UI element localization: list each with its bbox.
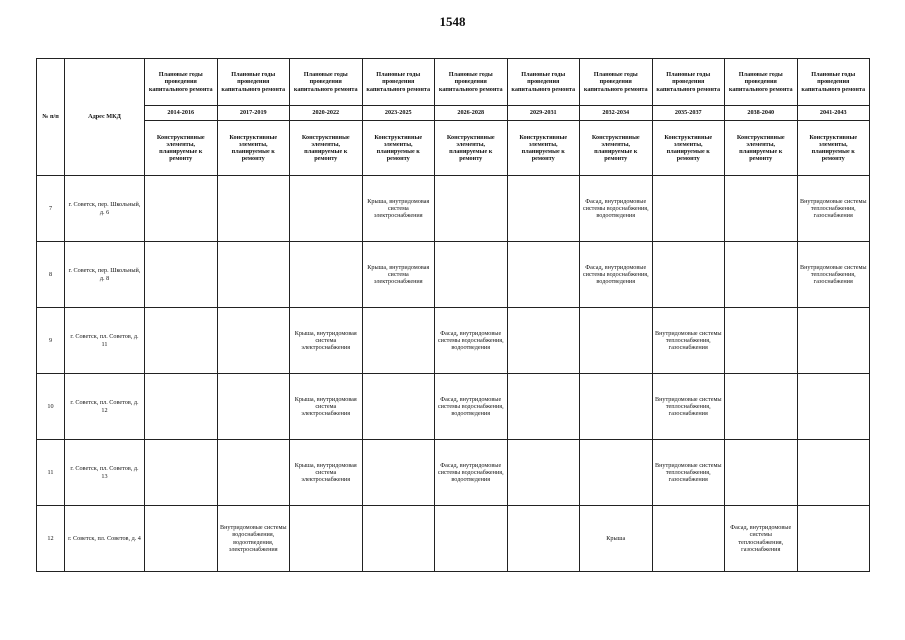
work-cell [145,374,218,440]
work-cell: Крыша, внутридомовая система электроснабжения [362,242,435,308]
work-cell [652,506,725,572]
table-row [37,242,870,308]
work-cell: Фасад, внутридомовые системы водоснабжения, водоотведения [435,308,508,374]
period-title-6: Плановые годы проведения капитального ремонта [507,59,580,106]
work-cell: Внутридомовые системы теплоснабжения, газоснабжения [652,440,725,506]
row-address: г. Советск, пл. Советов, д. 4 [65,506,145,572]
table-row [37,374,870,440]
period-years-5: 2026-2028 [435,106,508,121]
period-elements-7: Конструктивные элементы, планируемые к ремонту [580,121,653,176]
period-title-5: Плановые годы проведения капитального ремонта [435,59,508,106]
work-cell [725,242,798,308]
period-title-10: Плановые годы проведения капитального ремонта [797,59,870,106]
work-cell: Крыша [580,506,653,572]
period-elements-6: Конструктивные элементы, планируемые к ремонту [507,121,580,176]
work-cell [652,242,725,308]
work-cell [217,242,290,308]
period-elements-4: Конструктивные элементы, планируемые к ремонту [362,121,435,176]
work-cell [725,176,798,242]
work-cell [217,176,290,242]
period-title-9: Плановые годы проведения капитального ремонта [725,59,798,106]
row-address: г. Советск, пл. Советов, д. 13 [65,440,145,506]
row-number: 12 [37,506,65,572]
period-title-2: Плановые годы проведения капитального ремонта [217,59,290,106]
work-cell: Крыша, внутридомовая система электроснабжения [362,176,435,242]
header-address: Адрес МКД [65,59,145,176]
work-cell [652,176,725,242]
period-years-3: 2020-2022 [290,106,363,121]
row-address: г. Советск, пер. Школьный, д. 6 [65,176,145,242]
work-cell [725,374,798,440]
table-row [37,176,870,242]
period-title-8: Плановые годы проведения капитального ремонта [652,59,725,106]
work-cell [507,242,580,308]
period-elements-5: Конструктивные элементы, планируемые к ремонту [435,121,508,176]
period-years-1: 2014-2016 [145,106,218,121]
work-cell: Внутридомовые системы водоснабжения, водоотведения, электроснабжения [217,506,290,572]
work-cell [797,440,870,506]
work-cell [145,242,218,308]
work-cell [217,308,290,374]
header-row-years [37,106,870,121]
work-cell: Внутридомовые системы теплоснабжения, газоснабжения [652,308,725,374]
work-cell: Фасад, внутридомовые системы водоснабжения, водоотведения [580,242,653,308]
work-cell [290,176,363,242]
capital-repair-schedule-table [36,58,870,572]
work-cell [507,374,580,440]
row-number: 11 [37,440,65,506]
work-cell [507,308,580,374]
period-years-7: 2032-2034 [580,106,653,121]
work-cell [797,506,870,572]
work-cell [507,440,580,506]
period-years-9: 2038-2040 [725,106,798,121]
work-cell [145,440,218,506]
table-row [37,308,870,374]
work-cell [797,308,870,374]
work-cell [435,176,508,242]
work-cell [217,374,290,440]
work-cell [507,176,580,242]
work-cell: Внутридомовые системы теплоснабжения, газоснабжения [652,374,725,440]
work-cell [362,506,435,572]
work-cell [362,308,435,374]
period-elements-3: Конструктивные элементы, планируемые к ремонту [290,121,363,176]
row-number: 8 [37,242,65,308]
work-cell [362,440,435,506]
page-number: 1548 [439,14,466,29]
work-cell [217,440,290,506]
work-cell [435,506,508,572]
period-years-6: 2029-2031 [507,106,580,121]
period-elements-1: Конструктивные элементы, планируемые к ремонту [145,121,218,176]
work-cell [580,308,653,374]
work-cell: Крыша, внутридомовая система электроснабжения [290,308,363,374]
header-row-titles [37,59,870,106]
work-cell [145,308,218,374]
period-elements-2: Конструктивные элементы, планируемые к ремонту [217,121,290,176]
row-address: г. Советск, пл. Советов, д. 12 [65,374,145,440]
period-years-4: 2023-2025 [362,106,435,121]
row-number: 9 [37,308,65,374]
work-cell [580,440,653,506]
period-elements-9: Конструктивные элементы, планируемые к ремонту [725,121,798,176]
row-address: г. Советск, пл. Советов, д. 11 [65,308,145,374]
work-cell [290,242,363,308]
row-number: 10 [37,374,65,440]
work-cell [145,176,218,242]
work-cell: Фасад, внутридомовые системы водоснабжения, водоотведения [580,176,653,242]
header-row-elements [37,121,870,176]
work-cell [797,374,870,440]
work-cell: Фасад, внутридомовые системы теплоснабжения, газоснабжения [725,506,798,572]
period-years-2: 2017-2019 [217,106,290,121]
work-cell [507,506,580,572]
period-title-1: Плановые годы проведения капитального ремонта [145,59,218,106]
work-cell: Фасад, внутридомовые системы водоснабжения, водоотведения [435,440,508,506]
row-address: г. Советск, пер. Школьный, д. 8 [65,242,145,308]
period-years-10: 2041-2043 [797,106,870,121]
period-years-8: 2035-2037 [652,106,725,121]
work-cell [290,506,363,572]
work-cell [435,242,508,308]
work-cell [580,374,653,440]
table-body [37,176,870,572]
period-title-3: Плановые годы проведения капитального ремонта [290,59,363,106]
work-cell: Крыша, внутридомовая система электроснабжения [290,374,363,440]
table-row [37,440,870,506]
header-num: № п/п [37,59,65,176]
table-row [37,506,870,572]
work-cell: Фасад, внутридомовые системы водоснабжения, водоотведения [435,374,508,440]
work-cell [725,440,798,506]
work-cell [362,374,435,440]
work-cell: Внутридомовые системы теплоснабжения, газоснабжения [797,242,870,308]
period-title-7: Плановые годы проведения капитального ремонта [580,59,653,106]
period-elements-8: Конструктивные элементы, планируемые к ремонту [652,121,725,176]
period-elements-10: Конструктивные элементы, планируемые к ремонту [797,121,870,176]
period-title-4: Плановые годы проведения капитального ремонта [362,59,435,106]
work-cell: Внутридомовые системы теплоснабжения, газоснабжения [797,176,870,242]
row-number: 7 [37,176,65,242]
work-cell: Крыша, внутридомовая система электроснабжения [290,440,363,506]
work-cell [725,308,798,374]
work-cell [145,506,218,572]
